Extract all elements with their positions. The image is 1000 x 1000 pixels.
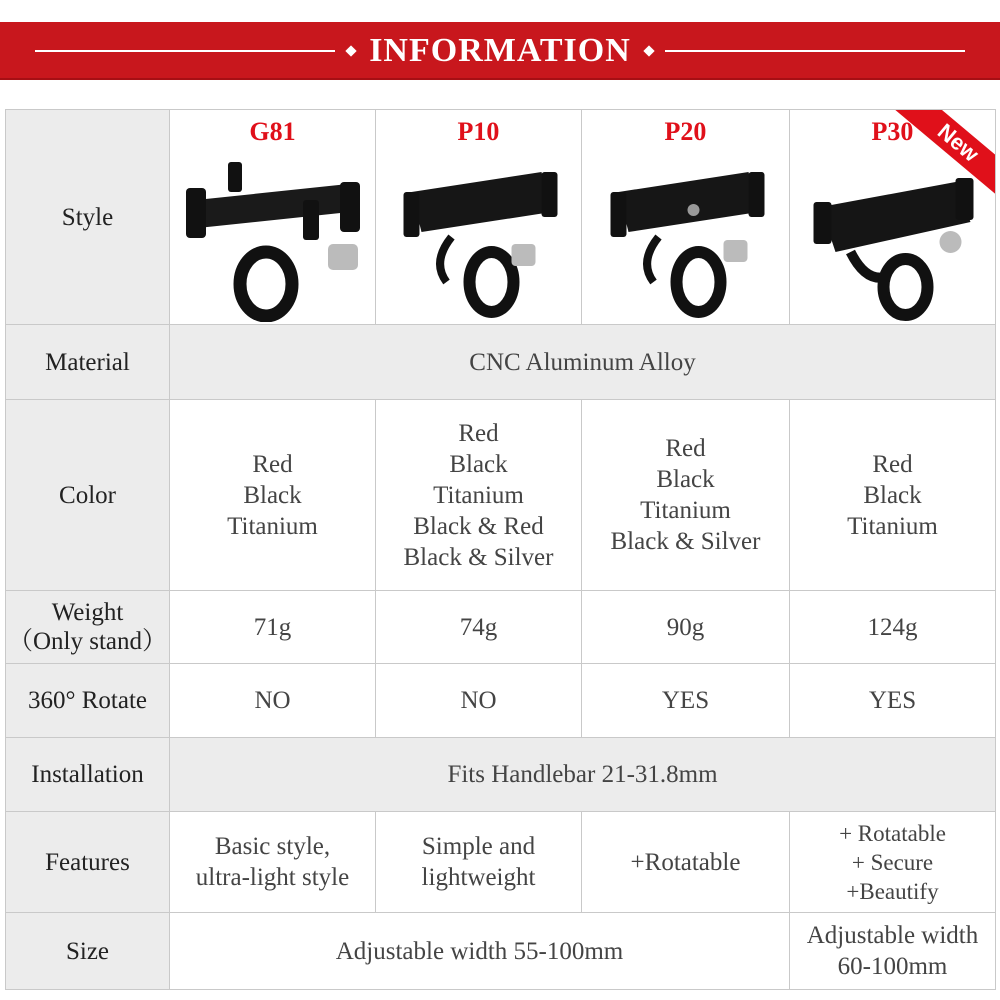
- weight-value-p30: 124g: [790, 591, 996, 664]
- feature-item: + Rotatable: [839, 820, 946, 846]
- feature-item: +Rotatable: [630, 848, 741, 876]
- rotate-value-g81: NO: [170, 664, 376, 738]
- size-value-main: Adjustable width 55-100mm: [170, 913, 790, 990]
- weight-value-g81: 71g: [170, 591, 376, 664]
- diamond-icon: [643, 45, 654, 56]
- row-size: [6, 913, 996, 990]
- features-g81: [170, 812, 376, 913]
- color-item: Titanium: [640, 497, 731, 524]
- material-value: CNC Aluminum Alloy: [170, 325, 996, 400]
- color-item: Red: [872, 450, 913, 478]
- header-banner: [0, 22, 1000, 80]
- rotate-value-p20: YES: [582, 664, 790, 738]
- row-label-features: Features: [6, 812, 170, 913]
- color-item: Titanium: [227, 512, 318, 540]
- features-p30: [790, 812, 996, 913]
- model-cell-p30: [790, 110, 996, 325]
- row-rotate: [6, 664, 996, 738]
- color-list-p20: [582, 400, 790, 591]
- color-item: Black & Silver: [403, 543, 554, 571]
- new-badge: New: [891, 110, 996, 203]
- row-label-style: Style: [6, 110, 170, 325]
- row-label-size: Size: [6, 913, 170, 990]
- model-name: P30: [871, 117, 914, 146]
- weight-value-p10: 74g: [376, 591, 582, 664]
- features-p10: [376, 812, 582, 913]
- feature-item: +Beautify: [846, 878, 939, 904]
- row-material: [6, 325, 996, 400]
- size-value-p30: [790, 913, 996, 990]
- color-item: Red: [458, 419, 499, 447]
- row-style: [6, 110, 996, 325]
- row-label-installation: Installation: [6, 738, 170, 812]
- model-name: P10: [457, 117, 500, 146]
- color-item: Black: [656, 466, 715, 493]
- row-label-weight: [6, 591, 170, 664]
- color-item: Red: [252, 450, 293, 478]
- rotate-value-p30: YES: [790, 664, 996, 738]
- color-item: Titanium: [847, 512, 938, 540]
- row-label-material: Material: [6, 325, 170, 400]
- installation-value: Fits Handlebar 21-31.8mm: [170, 738, 996, 812]
- phone-holder-image-g81: [178, 152, 368, 322]
- row-color: [6, 400, 996, 591]
- color-item: Black & Silver: [610, 528, 761, 555]
- color-item: Red: [665, 435, 706, 462]
- model-cell-p20: [582, 110, 790, 325]
- banner-divider-right: [665, 50, 965, 52]
- page-title: INFORMATION: [369, 32, 631, 69]
- model-name: P20: [664, 117, 707, 146]
- feature-item: lightweight: [421, 864, 536, 891]
- rotate-value-p10: NO: [376, 664, 582, 738]
- features-p20: [582, 812, 790, 913]
- phone-holder-image-p20: [598, 152, 773, 322]
- model-name: G81: [249, 117, 296, 146]
- color-list-p30: [790, 400, 996, 591]
- color-list-p10: [376, 400, 582, 591]
- phone-holder-image-p10: [391, 152, 566, 322]
- weight-value-p20: 90g: [582, 591, 790, 664]
- row-weight: [6, 591, 996, 664]
- model-cell-p10: [376, 110, 582, 325]
- feature-item: Basic style,: [214, 833, 331, 860]
- banner-divider-left: [35, 50, 335, 52]
- feature-item: Simple and: [421, 833, 536, 860]
- row-label-color: Color: [6, 400, 170, 591]
- row-installation: [6, 738, 996, 812]
- color-item: Black: [449, 450, 508, 478]
- size-text: 60-100mm: [837, 953, 948, 980]
- info-table: [5, 109, 995, 990]
- diamond-icon: [346, 45, 357, 56]
- model-cell-g81: [170, 110, 376, 325]
- weight-label: Weight: [51, 599, 124, 626]
- row-features: [6, 812, 996, 913]
- weight-label-note: （Only stand）: [7, 628, 168, 655]
- row-label-rotate: 360° Rotate: [6, 664, 170, 738]
- color-item: Titanium: [433, 481, 524, 509]
- feature-item: + Secure: [851, 849, 934, 875]
- size-text: Adjustable width: [806, 922, 979, 949]
- color-item: Black: [243, 481, 302, 509]
- color-list-g81: [170, 400, 376, 591]
- feature-item: ultra-light style: [195, 864, 350, 891]
- phone-holder-image-p30: [805, 152, 980, 322]
- color-item: Black: [863, 481, 922, 509]
- color-item: Black & Red: [413, 512, 544, 540]
